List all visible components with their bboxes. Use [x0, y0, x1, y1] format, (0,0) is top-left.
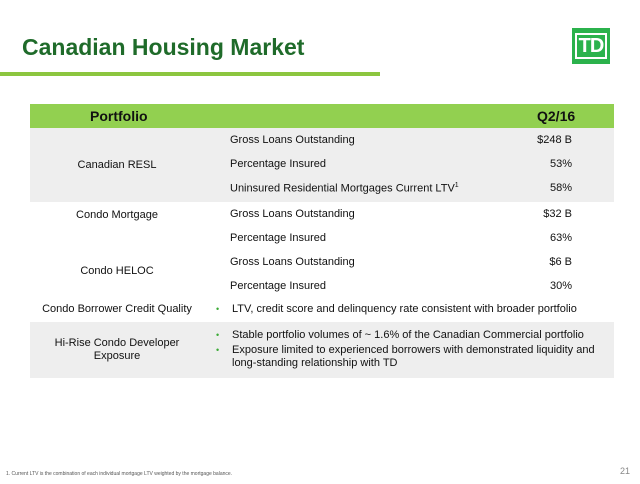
row-value: 58% [549, 182, 572, 194]
table-row [30, 128, 614, 152]
logo-text: TD [575, 33, 608, 59]
row-value: $248 B [537, 134, 572, 146]
resl-name: Canadian RESL [77, 159, 157, 171]
page-number: 21 [619, 466, 630, 476]
row-label: Percentage Insured [230, 158, 327, 170]
row-label: Percentage Insured [230, 232, 327, 244]
table-row [30, 176, 614, 200]
header-period: Q2/16 [537, 108, 576, 124]
td-logo [572, 28, 610, 64]
condo-mortgage-name: Condo Mortgage [76, 209, 158, 221]
bullet-text: LTV, credit score and delinquency rate consistent with broader portfolio [232, 303, 577, 315]
header-portfolio: Portfolio [90, 108, 148, 124]
bullet-text: Exposure limited to experienced borrowers with demonstrated liquidity and long-standing relationship with TD [232, 344, 595, 369]
table-row [30, 250, 614, 274]
row-value: 53% [549, 158, 572, 170]
title-underline [0, 72, 380, 76]
developer-name-line1: Hi-Rise Condo Developer [54, 337, 180, 349]
table-header [30, 104, 614, 128]
bullet-icon: • [216, 345, 220, 355]
portfolio-table [30, 104, 614, 378]
row-value: $32 B [543, 208, 572, 220]
developer-group [30, 322, 614, 378]
bullet-text: Stable portfolio volumes of ~ 1.6% of the Canadian Commercial portfolio [232, 329, 584, 341]
row-value: $6 B [549, 256, 572, 268]
page-title: Canadian Housing Market [22, 34, 305, 60]
table-row [30, 152, 614, 176]
resl-group [30, 128, 614, 202]
condo-group [30, 202, 614, 298]
bullet-icon: • [216, 304, 220, 314]
row-label: Gross Loans Outstanding [230, 208, 355, 220]
developer-name-line2: Exposure [93, 350, 141, 362]
row-value: 63% [549, 232, 572, 244]
bullet-icon: • [216, 330, 220, 340]
developer-name [30, 337, 204, 363]
condo-heloc-name: Condo HELOC [80, 265, 154, 277]
footnote: 1. Current LTV is the combination of each individual mortgage LTV weighted by the mortgage balance. [6, 471, 233, 477]
row-label: Gross Loans Outstanding [230, 256, 355, 268]
row-value: 30% [549, 280, 572, 292]
table-row [30, 202, 614, 226]
row-label: Gross Loans Outstanding [230, 134, 355, 146]
row-label-wrap [230, 182, 459, 195]
row-label: Uninsured Residential Mortgages Current LTV [230, 182, 455, 195]
footnote-marker: 1 [454, 182, 459, 189]
table-row [30, 226, 614, 250]
credit-quality-group [30, 298, 614, 322]
table-row [30, 274, 614, 298]
row-label: Percentage Insured [230, 280, 327, 292]
credit-quality-name: Condo Borrower Credit Quality [42, 303, 192, 315]
